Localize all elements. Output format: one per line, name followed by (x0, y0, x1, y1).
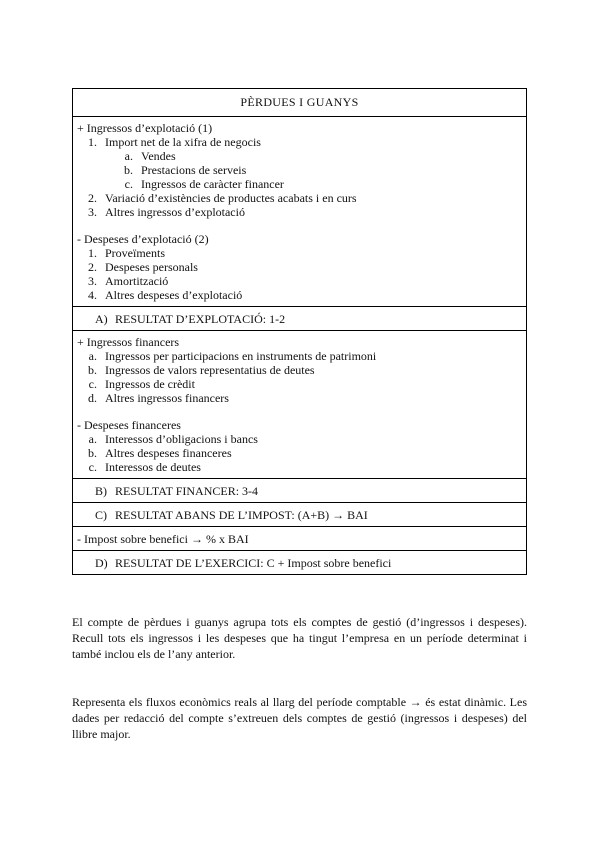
table-title: PÈRDUES I GUANYS (240, 95, 359, 109)
net-result-row: D) RESULTAT DE L’EXERCICI: C + Impost sobre benefici (73, 550, 526, 574)
list-item: c. Interessos de deutes (88, 460, 201, 474)
list-item: 1. Import net de la xifra de negocis (88, 135, 261, 149)
list-subitem: c. Ingressos de caràcter financer (124, 177, 284, 191)
paragraph-flows: Representa els fluxos econòmics reals al llarg del període comptable → és estat dinàmic. Les dades per redacció del compte s’extreuen dels comptes de gestió (ingressos i despeses) del llibre major. (72, 695, 527, 741)
operating-result-row: A) RESULTAT D’EXPLOTACIÓ: 1-2 (73, 306, 526, 330)
list-item: 2. Despeses personals (88, 260, 198, 274)
list-item: b. Ingressos de valors representatius de deutes (88, 363, 315, 377)
operating-expense-heading: - Despeses d’explotació (2) (77, 232, 209, 246)
pretax-result-row: C) RESULTAT ABANS DE L’IMPOST: (A+B) → BAI (73, 502, 526, 526)
list-subitem: b. Prestacions de serveis (124, 163, 247, 177)
list-item: c. Ingressos de crèdit (88, 377, 195, 391)
list-item: 3. Altres ingressos d’explotació (88, 205, 245, 219)
profit-loss-table (72, 88, 527, 575)
list-subitem: a. Vendes (124, 149, 176, 163)
paragraph-definition: El compte de pèrdues i guanys agrupa tots els comptes de gestió (d’ingressos i despeses). Recull tots els ingressos i les despeses que ha tingut l’empresa en un període determinat i també inclou els de l’any anterior. (72, 615, 527, 661)
operating-block (73, 116, 526, 306)
list-item: 3. Amortització (88, 274, 169, 288)
financial-expense-heading: - Despeses financeres (77, 418, 181, 432)
list-item: a. Ingressos per participacions en instruments de patrimoni (88, 349, 377, 363)
list-item: a. Interessos d’obligacions i bancs (88, 432, 258, 446)
tax-row: - Impost sobre benefici → % x BAI (73, 526, 526, 550)
list-item: d. Altres ingressos financers (88, 391, 229, 405)
operating-income-heading: + Ingressos d’explotació (1) (77, 121, 213, 135)
financial-result-row: B) RESULTAT FINANCER: 3-4 (73, 478, 526, 502)
financial-block (73, 330, 526, 478)
list-item: 2. Variació d’existències de productes acabats i en curs (88, 191, 357, 205)
list-item: 4. Altres despeses d’explotació (88, 288, 243, 302)
list-item: b. Altres despeses financeres (88, 446, 232, 460)
financial-income-heading: + Ingressos financers (77, 335, 180, 349)
list-item: 1. Proveïments (88, 246, 165, 260)
